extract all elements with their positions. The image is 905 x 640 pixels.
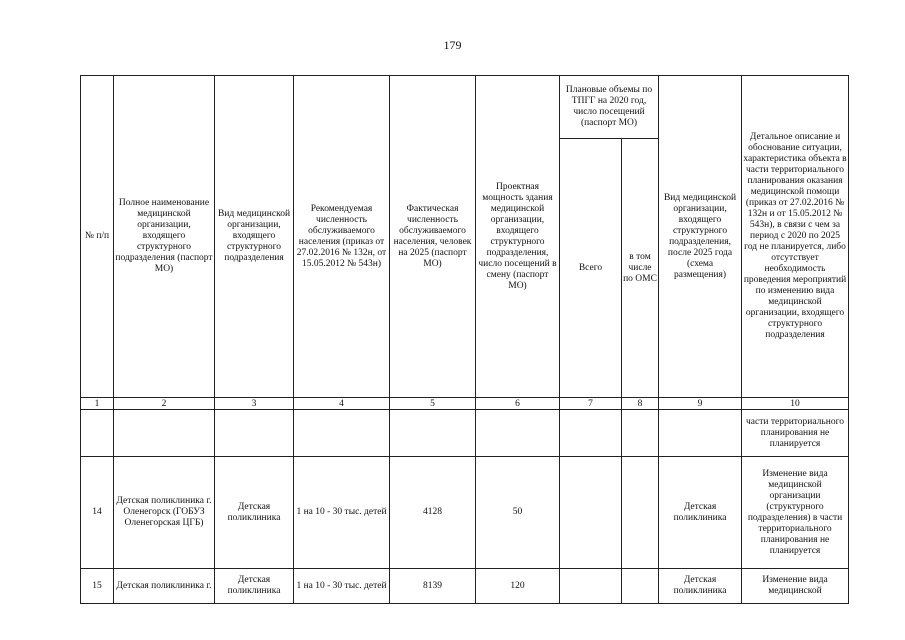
row-recommended: 1 на 10 - 30 тыс. детей (294, 457, 390, 569)
row-name: Детская поликлиника г. (114, 569, 215, 604)
header-type: Вид медицинской организации, входящего структурного подразделения (215, 76, 294, 398)
continuation-row (81, 410, 849, 457)
row-capacity: 120 (476, 569, 560, 604)
col-number-9: 9 (659, 398, 742, 410)
row-num: 14 (81, 457, 114, 569)
page-number: 179 (443, 38, 462, 52)
row-total (560, 457, 622, 569)
row-total (560, 569, 622, 604)
header-name: Полное наименование медицинской организации, входящего структурного подразделения (паспорт МО) (114, 76, 215, 398)
col-number-1: 1 (81, 398, 114, 410)
col-number-7: 7 (560, 398, 622, 410)
header-type-after: Вид медицинской организации, входящего структурного подразделения, после 2025 года (схема размещения) (659, 76, 742, 398)
header-total: Всего (560, 139, 622, 398)
row-recommended: 1 на 10 - 30 тыс. детей (294, 569, 390, 604)
row-name: Детская поликлиника г. Оленегорск (ГОБУЗ Оленегорская ЦГБ) (114, 457, 215, 569)
row-type: Детская поликлиника (215, 457, 294, 569)
header-row-1 (81, 76, 849, 139)
col-number-5: 5 (390, 398, 476, 410)
row-actual: 8139 (390, 569, 476, 604)
row-oms (622, 569, 659, 604)
header-recommended: Рекомендуемая численность обслуживаемого населения (приказ от 27.02.2016 № 132н, от 15.05.2012 № 543н) (294, 76, 390, 398)
col-number-6: 6 (476, 398, 560, 410)
row-type-after: Детская поликлиника (659, 457, 742, 569)
column-numbers-row (81, 398, 849, 410)
row-actual: 4128 (390, 457, 476, 569)
facilities-table (80, 75, 849, 604)
col-number-8: 8 (622, 398, 659, 410)
header-actual: Фактическая численность обслуживаемого населения, человек на 2025 (паспорт МО) (390, 76, 476, 398)
continuation-description: части территориального планирования не планируется (742, 410, 849, 457)
row-description: Изменение вида медицинской (742, 569, 849, 604)
row-type: Детская поликлиника (215, 569, 294, 604)
row-oms (622, 457, 659, 569)
row-description: Изменение вида медицинской организации (структурного подразделения) в части территориального планирования не планируется (742, 457, 849, 569)
col-number-2: 2 (114, 398, 215, 410)
header-oms: в том числе по ОМС (622, 139, 659, 398)
table-row (81, 569, 849, 604)
header-capacity: Проектная мощность здания медицинской организации, входящего структурного подразделения, число посещений в смену (паспорт МО) (476, 76, 560, 398)
header-num: № п/п (81, 76, 114, 398)
col-number-10: 10 (742, 398, 849, 410)
header-planned-volumes: Плановые объемы по ТПГГ на 2020 год, число посещений (паспорт МО) (560, 76, 659, 139)
row-capacity: 50 (476, 457, 560, 569)
row-type-after: Детская поликлиника (659, 569, 742, 604)
header-description: Детальное описание и обоснование ситуации, характеристика объекта в части территориального планирования оказания медицинской помощи (приказ от 27.02.2016 № 132н и от 15.05.2012 № 543н), в связи с чем за период с 2020 по 2025 год не планируется, либо отсутствует необходимость проведения мероприятий по изменению вида медицинской организации, входящего структурного подразделения (742, 76, 849, 398)
col-number-4: 4 (294, 398, 390, 410)
col-number-3: 3 (215, 398, 294, 410)
row-num: 15 (81, 569, 114, 604)
table-row (81, 457, 849, 569)
